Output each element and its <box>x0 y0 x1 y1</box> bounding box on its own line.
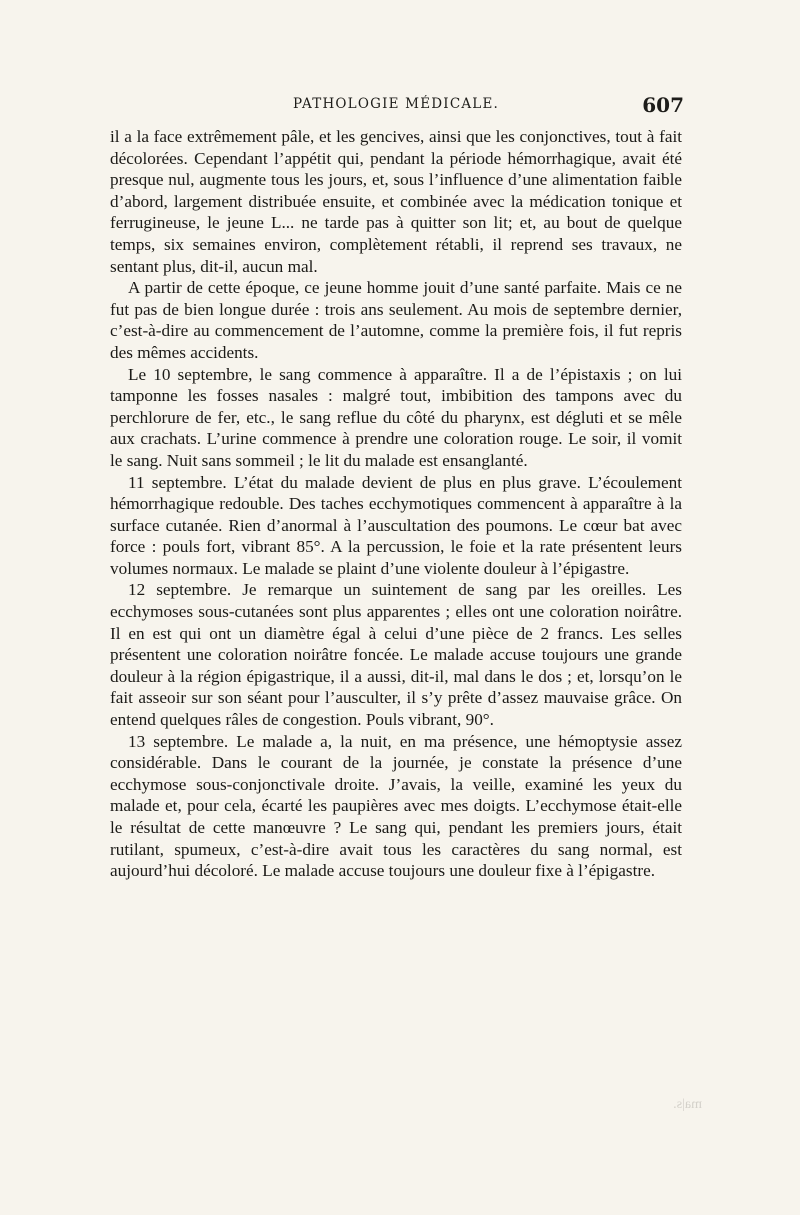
paragraph-continuation: il a la face extrêmement pâle, et les gencives, ainsi que les conjonctives, tout à fait décolorées. Cependant l’appétit qui, pendant la période hémorrhagique, avait été presque nul, augmente tous les jours, et, sous l’influence d’une alimentation faible d’abord, largement distribuée ensuite, et combinée avec la médication tonique et ferrugineuse, le jeune L... ne tarde pas à quitter son lit; et, au bout de quelque temps, six semaines environ, complètement rétabli, il reprend ses travaux, ne sentant plus, dit-il, aucun mal. <box>110 127 682 276</box>
paragraph-recovery: A partir de cette époque, ce jeune homme jouit d’une santé parfaite. Mais ce ne fut pas de bien longue durée : trois ans seulement. Au mois de septembre dernier, c’est-à-dire au commencement de l’automne, comme la première fois, il fut repris des mêmes accidents. <box>110 278 682 362</box>
paragraph-sept-12: 12 septembre. Je remarque un suintement de sang par les oreilles. Les ecchymoses sous-cutanées sont plus apparentes ; elles ont une coloration noirâtre. Il en est qui ont un diamètre égal à celui d’une pièce de 2 francs. Les selles présentent une coloration noirâtre foncée. Le malade accuse toujours une grande douleur à la région épigastrique, il a aussi, dit-il, mal dans le dos ; et, lorsqu’on le fait asseoir sur son séant pour l’ausculter, il s’y prête d’assez mauvaise grâce. On entend quelques râles de congestion. Pouls vibrant, 90°. <box>110 580 682 730</box>
body-text <box>110 126 682 882</box>
paragraph-sept-13: 13 septembre. Le malade a, la nuit, en ma présence, une hémoptysie assez considérable. Dans le courant de la journée, je constate la présence d’une ecchymose sous-conjonctivale droite. J’avais, la veille, examiné les yeux du malade et, pour cela, écarté les paupières avec mes doigts. L’ecchymose était-elle le résultat de cette manœuvre ? Le sang qui, pendant les premiers jours, était rutilant, spumeux, c’est-à-dire avait tous les caractères du sang normal, est aujourd’hui décoloré. Le malade accuse toujours une douleur fixe à l’épigastre. <box>110 731 682 881</box>
running-head <box>108 93 684 124</box>
paragraph-sept-10: Le 10 septembre, le sang commence à apparaître. Il a de l’épistaxis ; on lui tamponne les fosses nasales : malgré tout, imbibition des tampons avec du perchlorure de fer, etc., le sang reflue du côté du pharynx, est dégluti et se mêle aux crachats. L’urine commence à prendre une coloration rouge. Le soir, il vomit le sang. Nuit sans sommeil ; le lit du malade est ensanglanté. <box>110 364 682 470</box>
paragraph-sept-11: 11 septembre. L’état du malade devient de plus en plus grave. L’écoulement hémorrhagique redouble. Des taches ecchymotiques commencent à apparaître à la surface cutanée. Rien d’anormal à l’auscultation des poumons. Le cœur bat avec force : pouls fort, vibrant 85°. A la percussion, le foie et la rate présentent leurs volumes normaux. Le malade se plaint d’une violente douleur à l’épigastre. <box>110 472 682 578</box>
running-title: PATHOLOGIE MÉDICALE. <box>292 96 500 112</box>
page-number: 607 <box>642 93 684 117</box>
show-through-mark: ma|s. <box>673 1097 702 1112</box>
